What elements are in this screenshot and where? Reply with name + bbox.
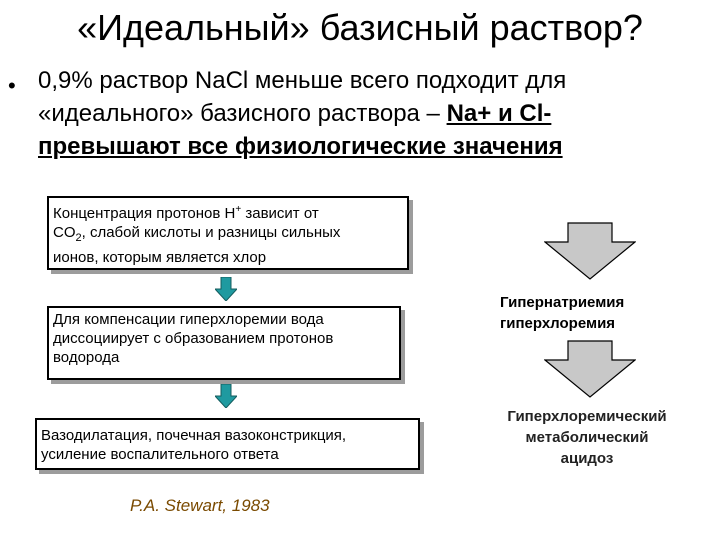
result-hypernatremia xyxy=(500,292,690,334)
hypernatremia-label: Гипернатриемия xyxy=(500,294,625,311)
plus-sup: + xyxy=(235,204,242,215)
down-arrow-icon xyxy=(215,277,237,301)
protons-text: Концентрация протонов H xyxy=(53,205,236,222)
acidosis-line3: ацидоз xyxy=(560,450,614,467)
acidosis-line2: метаболический xyxy=(525,429,649,446)
bullet-text-plain: 0,9% раствор NaCl меньше всего подходит для «идеального» базисного раствора – xyxy=(38,67,567,127)
bullet-text-highlight: Na+ и Cl- превышают все физиологические значения xyxy=(38,100,563,160)
protons-box-line1 xyxy=(53,200,403,223)
weak-acid-text: , слабой кислоты и разницы сильных xyxy=(81,224,341,241)
depends-text: зависит от xyxy=(241,205,319,222)
bullet-marker: • xyxy=(8,73,16,98)
hyperchloremia-label: гиперхлоремия xyxy=(500,315,616,332)
down-arrow-icon xyxy=(544,340,636,398)
compensation-box: Для компенсации гиперхлоремии вода диссоциирует с образованием протонов водорода xyxy=(47,306,401,380)
vasodilation-box: Вазодилатация, почечная вазоконстрикция, усиление воспалительного ответа xyxy=(35,418,420,470)
two-sub: 2 xyxy=(75,232,82,244)
co-text: CO xyxy=(53,224,76,241)
result-acidosis xyxy=(472,406,702,469)
down-arrow-icon xyxy=(544,222,636,280)
down-arrow-icon xyxy=(215,384,237,408)
protons-box-line2 xyxy=(53,223,403,248)
protons-box-line3: ионов, которым является хлор xyxy=(53,249,267,266)
acidosis-line1: Гиперхлоремический xyxy=(507,408,667,425)
protons-box xyxy=(47,196,409,270)
slide-title: «Идеальный» базисный раствор? xyxy=(77,7,643,48)
citation: P.A. Stewart, 1983 xyxy=(130,496,270,515)
bullet-text xyxy=(38,64,698,163)
